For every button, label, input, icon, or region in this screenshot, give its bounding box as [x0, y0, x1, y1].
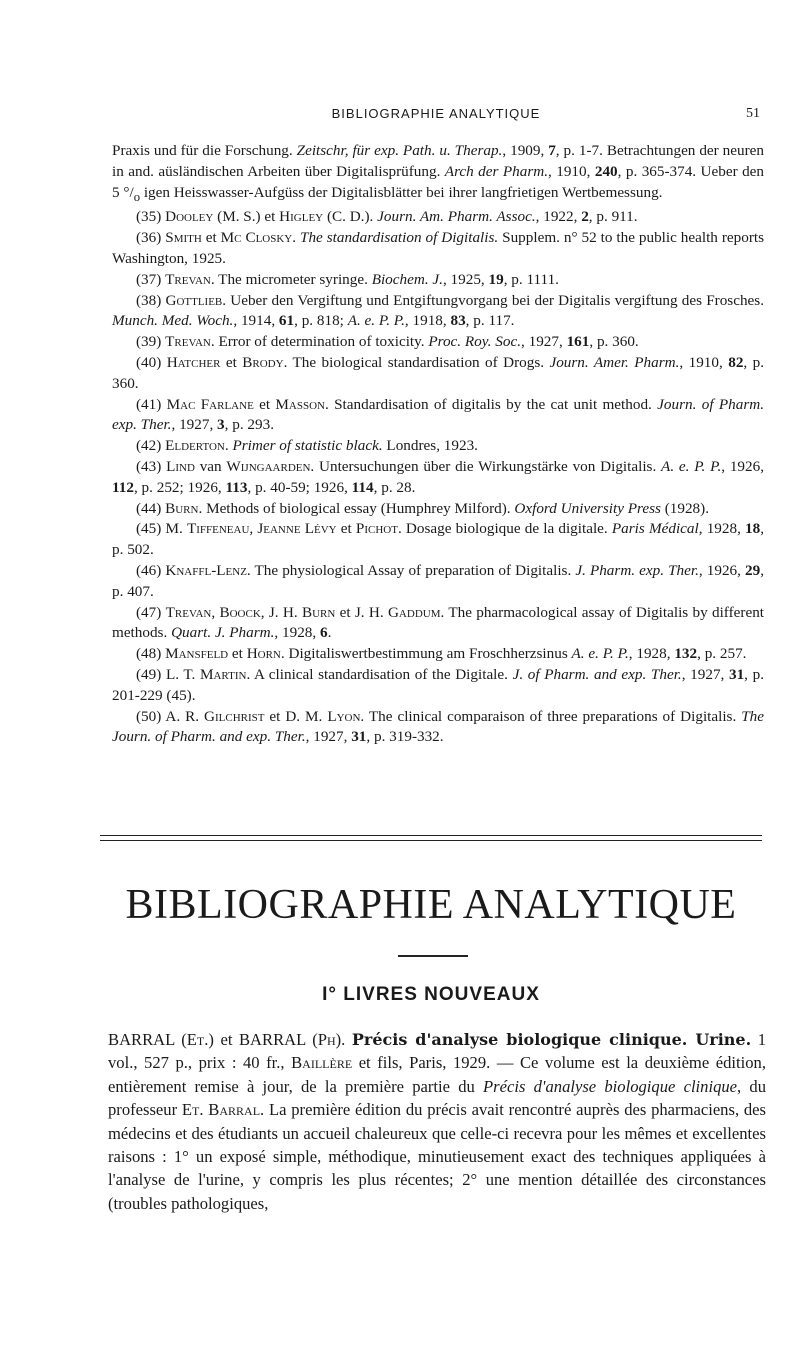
reference-entry: (44) Burn. Methods of biological essay (Humphrey Milford). Oxford University Press (1928). — [136, 499, 710, 517]
reference-entry: (49) L. T. Martin. A clinical standardisation of the Digitale. J. of Pharm. and exp. Ther., 1927, 31, p. 201-229 (45). — [112, 665, 764, 704]
running-title: BIBLIOGRAPHIE ANALYTIQUE — [331, 106, 541, 121]
reference-entry: (42) Elderton. Primer of statistic black. Londres, 1923. — [136, 437, 478, 455]
reference-entry: (36) Smith et Mc Closky. The standardisation of Digitalis. Supplem. n° 52 to the public health reports Washington, 1925. — [112, 229, 765, 268]
reference-entry: (38) Gottlieb. Ueber den Vergiftung und Entgiftungvorgang bei der Digitalis vergiftung des Frosches. Munch. Med. Woch., 1914, 61, p. 818; A. e. P. P., 1918, 83, p. 117. — [112, 291, 764, 330]
subsection-title: I° LIVRES NOUVEAUX — [322, 984, 540, 1005]
reference-entry: (46) Knaffl-Lenz. The physiological Assay of preparation of Digitalis. J. Pharm. exp. Ther., 1926, 29, p. 407. — [112, 561, 765, 600]
running-head — [112, 102, 760, 126]
reference-entry: (40) Hatcher et Brody. The biological standardisation of Drogs. Journ. Amer. Pharm., 1910, 82, p. 360. — [112, 354, 765, 392]
page-number: 51 — [746, 106, 760, 121]
reference-list — [112, 141, 764, 748]
reference-entry: (43) Lind van Wijngaarden. Untersuchungen über die Wirkungstärke von Digitalis. A. e. P. P., 1926, 112, p. 252; 1926, 113, p. 40-59; 1926, 114, p. 28. — [112, 457, 765, 496]
book-review: BARRAL (Et.) et BARRAL (Ph). Précis d'analyse biologique clinique. Urine. 1 vol., 527 p., prix : 40 fr., Baillère et fils, Paris, 1929. — Ce volume est la deuxième édition, entièrement remise à jour, de la première partie du Précis d'analyse biologique clinique, du professeur Et. Barral. La première édition du précis avait rencontré auprès des pharmaciens, des médecins et des étudiants un accueil chaleureux que celle-ci recevra pour les mêmes et excellentes raisons : 1° un exposé simple, méthodique, minutieusement exact des techniques appliquées à l'analyse de l'urine, y compris les plus récentes; 2° une mention détaillée des circonstances (troubles pathologiques, — [108, 1030, 767, 1213]
section-title: BIBLIOGRAPHIE ANALYTIQUE — [125, 882, 737, 928]
reference-entry: (41) Mac Farlane et Masson. Standardisation of digitalis by the cat unit method. Journ. of Pharm. exp. Ther., 1927, 3, p. 293. — [112, 395, 764, 434]
reference-entry: (35) Dooley (M. S.) et Higley (C. D.). Journ. Am. Pharm. Assoc., 1922, 2, p. 911. — [136, 208, 638, 226]
reference-entry: (48) Mansfeld et Horn. Digitaliswertbestimmung am Froschherzsinus A. e. P. P., 1928, 132, p. 257. — [136, 645, 747, 663]
section-divider — [100, 835, 762, 841]
reference-entry: (47) Trevan, Boock, J. H. Burn et J. H. Gaddum. The pharmacological assay of Digitalis by different methods. Quart. J. Pharm., 1928, 6. — [112, 603, 765, 642]
reference-entry: (45) M. Tiffeneau, Jeanne Lévy et Pichot. Dosage biologique de la digitale. Paris Médical, 1928, 18, p. 502. — [112, 520, 765, 559]
reference-entry: Praxis und für die Forschung. Zeitschr, für exp. Path. u. Therap., 1909, 7, p. 1-7. Betrachtungen der neuren in and. aüsländischen Arbeiten über Digitalisprüfung. Arch der Pharm., 1910, 240, p. 365-374. Ueber den 5 $^\circ/_o$ igen Heisswasser-Aufgüss der Digitalisblätter bei ihrer langfrietigen Wertbemessung. — [112, 142, 765, 204]
reference-entry: (39) Trevan. Error of determination of toxicity. Proc. Roy. Soc., 1927, 161, p. 360. — [136, 333, 639, 351]
reference-entry: (50) A. R. Gilchrist et D. M. Lyon. The clinical comparaison of three preparations of Digitalis. The Journ. of Pharm. and exp. Ther., 1927, 31, p. 319-332. — [112, 707, 764, 746]
reference-entry: (37) Trevan. The micrometer syringe. Biochem. J., 1925, 19, p. 1111. — [136, 270, 559, 288]
title-underline — [398, 955, 468, 957]
